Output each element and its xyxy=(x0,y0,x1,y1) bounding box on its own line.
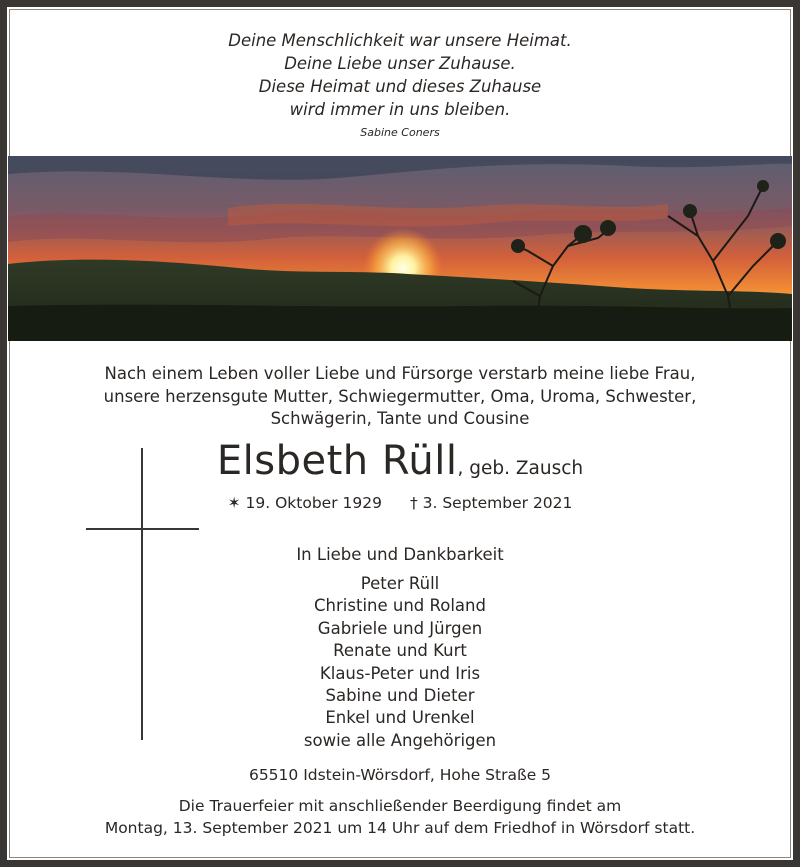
death-date: † 3. September 2021 xyxy=(409,494,573,512)
mourners-block xyxy=(0,544,800,752)
mourners-heading: In Liebe und Dankbarkeit xyxy=(296,545,504,564)
deceased-name-line xyxy=(0,438,800,484)
mourners-list xyxy=(0,573,800,752)
mourner-name: Gabriele und Jürgen xyxy=(317,618,483,638)
funeral-line: Die Trauerfeier mit anschließender Beerdigung findet am xyxy=(178,797,622,815)
cross-icon-bar xyxy=(86,528,199,530)
poem-line: Deine Liebe unser Zuhause. xyxy=(284,54,516,73)
mourner-name: Peter Rüll xyxy=(360,574,440,593)
poem-line: wird immer in uns bleiben. xyxy=(289,100,511,119)
poem-line: Diese Heimat und dieses Zuhause xyxy=(258,77,542,96)
mourner-name: Klaus-Peter und Iris xyxy=(319,663,481,683)
mourner-name: Christine und Roland xyxy=(314,596,486,616)
family-address: 65510 Idstein-Wörsdorf, Hohe Straße 5 xyxy=(248,766,552,784)
announcement-text xyxy=(0,363,800,431)
mourner-name: Sabine und Dieter xyxy=(325,686,475,706)
announcement-line: Nach einem Leben voller Liebe und Fürsorge verstarb meine liebe Frau, xyxy=(104,364,696,383)
maiden-name: , geb. Zausch xyxy=(457,458,584,479)
mourner-name: Renate und Kurt xyxy=(333,641,467,661)
sunset-photo xyxy=(8,156,792,341)
announcement-line: unsere herzensgute Mutter, Schwiegermutter, Oma, Uroma, Schwester, xyxy=(103,386,697,406)
poem-author: Sabine Coners xyxy=(360,126,440,139)
mourner-name: Enkel und Urenkel xyxy=(325,708,475,728)
memorial-poem xyxy=(0,29,800,143)
poem-line: Deine Menschlichkeit war unsere Heimat. xyxy=(228,31,572,50)
funeral-line: Montag, 13. September 2021 um 14 Uhr auf dem Friedhof in Wörsdorf statt. xyxy=(104,818,696,837)
life-dates xyxy=(0,494,800,512)
funeral-info xyxy=(0,796,800,839)
mourner-name: sowie alle Angehörigen xyxy=(303,730,497,750)
deceased-name: Elsbeth Rüll xyxy=(216,438,458,484)
birth-date: ✶ 19. Oktober 1929 xyxy=(227,494,382,512)
announcement-line: Schwägerin, Tante und Cousine xyxy=(270,409,530,428)
